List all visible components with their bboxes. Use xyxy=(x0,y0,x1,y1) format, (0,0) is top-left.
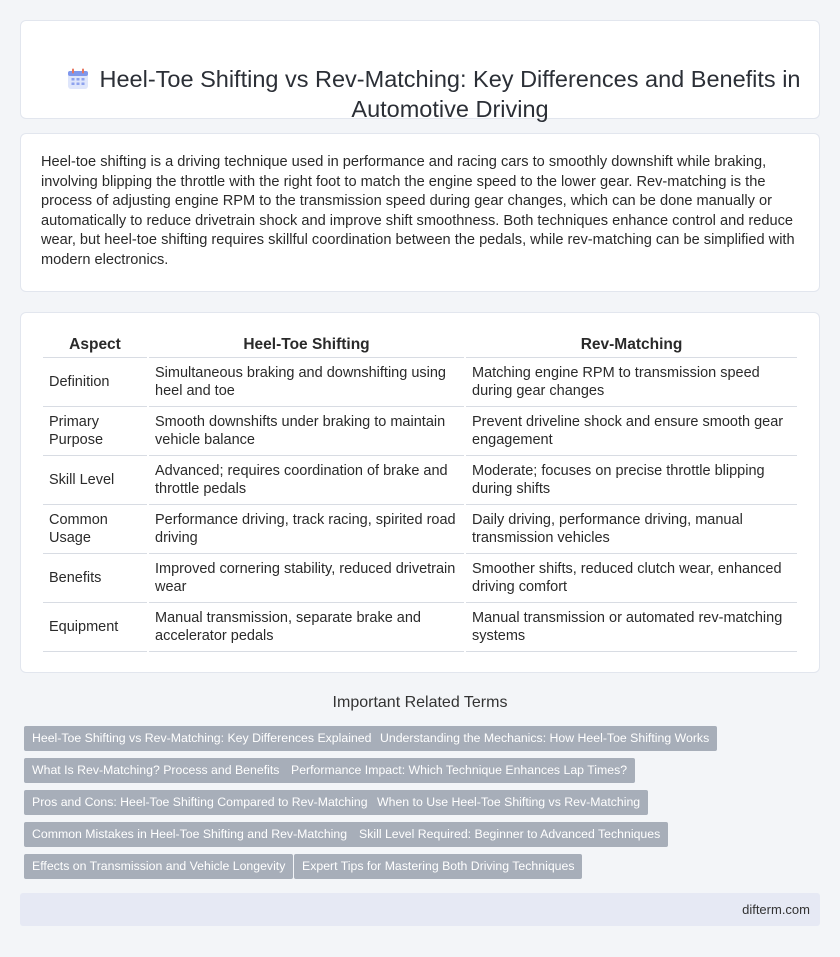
header-aspect: Aspect xyxy=(43,332,147,358)
related-term-link[interactable]: Skill Level Required: Beginner to Advanced Techniques xyxy=(351,822,668,847)
related-term-link[interactable]: Pros and Cons: Heel-Toe Shifting Compared to Rev-Matching xyxy=(24,790,376,815)
row-rev-matching: Daily driving, performance driving, manual transmission vehicles xyxy=(466,505,797,554)
row-heel-toe: Simultaneous braking and downshifting using heel and toe xyxy=(149,358,464,407)
table-header-row xyxy=(43,332,797,358)
row-rev-matching: Smoother shifts, reduced clutch wear, enhanced driving comfort xyxy=(466,554,797,603)
table-row xyxy=(43,603,797,652)
row-heel-toe: Performance driving, track racing, spirited road driving xyxy=(149,505,464,554)
footer xyxy=(20,893,820,926)
row-rev-matching: Manual transmission or automated rev-matching systems xyxy=(466,603,797,652)
related-term-link[interactable]: Common Mistakes in Heel-Toe Shifting and Rev-Matching xyxy=(24,822,355,847)
row-aspect: Primary Purpose xyxy=(43,407,147,456)
comparison-table xyxy=(41,332,799,652)
header-rev-matching: Rev-Matching xyxy=(466,332,797,358)
calendar-icon xyxy=(67,68,89,90)
intro-paragraph: Heel-toe shifting is a driving technique used in performance and racing cars to smoothly downshift while braking, involving blipping the throttle with the right foot to match the engine speed to the lower gear. Rev-matching is the process of adjusting engine RPM to the transmission speed during gear changes, which can be done manually or automatically to reduce drivetrain shock and improve shift smoothness. Both techniques enhance control and reduce wear, but heel-toe shifting requires skillful coordination between the pedals, while rev-matching can be simplified with modern electronics. xyxy=(41,154,795,268)
site-name[interactable]: difterm.com xyxy=(742,902,810,917)
page-title: Heel-Toe Shifting vs Rev-Matching: Key Differences and Benefits in Automotive Driving xyxy=(99,66,801,122)
row-heel-toe: Manual transmission, separate brake and accelerator pedals xyxy=(149,603,464,652)
row-aspect: Common Usage xyxy=(43,505,147,554)
related-term-link[interactable]: Expert Tips for Mastering Both Driving Techniques xyxy=(294,854,582,879)
row-heel-toe: Improved cornering stability, reduced drivetrain wear xyxy=(149,554,464,603)
table-row xyxy=(43,456,797,505)
row-rev-matching: Matching engine RPM to transmission speed during gear changes xyxy=(466,358,797,407)
row-heel-toe: Advanced; requires coordination of brake and throttle pedals xyxy=(149,456,464,505)
related-term-link[interactable]: Effects on Transmission and Vehicle Longevity xyxy=(24,854,293,879)
row-aspect: Skill Level xyxy=(43,456,147,505)
table-row xyxy=(43,554,797,603)
row-aspect: Equipment xyxy=(43,603,147,652)
intro-card xyxy=(20,133,820,292)
row-rev-matching: Moderate; focuses on precise throttle blipping during shifts xyxy=(466,456,797,505)
header-heel-toe: Heel-Toe Shifting xyxy=(149,332,464,358)
table-row xyxy=(43,407,797,456)
related-term-link[interactable]: Understanding the Mechanics: How Heel-Toe Shifting Works xyxy=(372,726,717,751)
row-rev-matching: Prevent driveline shock and ensure smooth gear engagement xyxy=(466,407,797,456)
related-term-link[interactable]: When to Use Heel-Toe Shifting vs Rev-Matching xyxy=(369,790,648,815)
comparison-card xyxy=(20,312,820,673)
related-terms-title: Important Related Terms xyxy=(332,694,508,711)
row-aspect: Definition xyxy=(43,358,147,407)
row-heel-toe: Smooth downshifts under braking to maintain vehicle balance xyxy=(149,407,464,456)
table-row xyxy=(43,358,797,407)
related-term-link[interactable]: Heel-Toe Shifting vs Rev-Matching: Key Differences Explained xyxy=(24,726,379,751)
related-term-link[interactable]: Performance Impact: Which Technique Enhances Lap Times? xyxy=(283,758,635,783)
title-card xyxy=(20,20,820,122)
table-row xyxy=(43,505,797,554)
related-term-link[interactable]: What Is Rev-Matching? Process and Benefits xyxy=(24,758,287,783)
row-aspect: Benefits xyxy=(43,554,147,603)
